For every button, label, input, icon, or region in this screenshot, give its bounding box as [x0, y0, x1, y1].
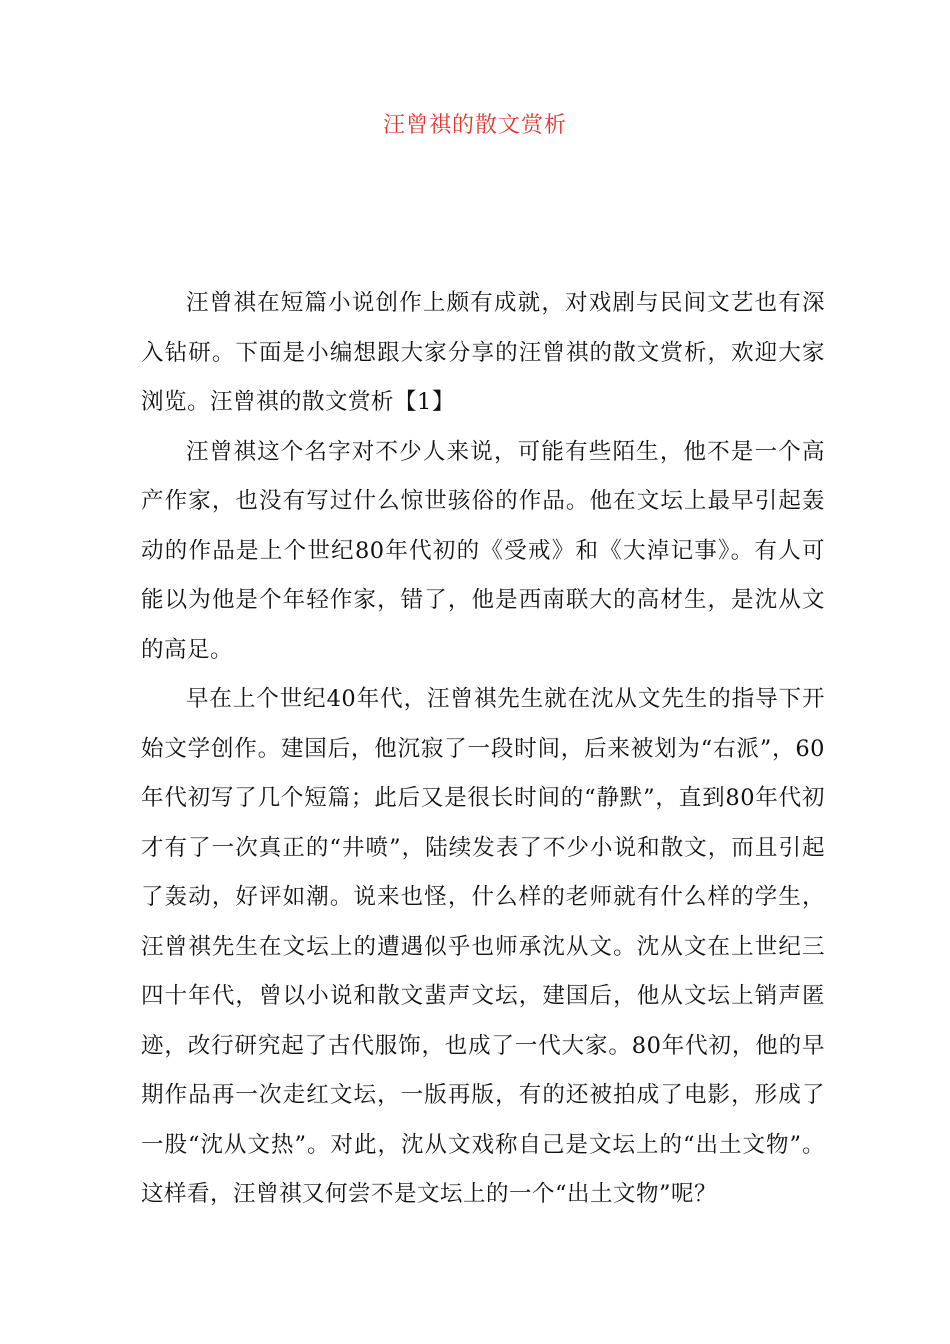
document-body [141, 279, 825, 1220]
document-title: 汪曾祺的散文赏析 [382, 113, 567, 138]
paragraph-intro: 汪曾祺在短篇小说创作上颇有成就，对戏剧与民间文艺也有深入钻研。下面是小编想跟大家分享的汪曾祺的散文赏析，欢迎大家浏览。汪曾祺的散文赏析【1】 [141, 290, 825, 415]
paragraph-literary-career: 早在上个世纪40年代，汪曾祺先生就在沈从文先生的指导下开始文学创作。建国后，他沉寂了一段时间，后来被划为“右派”，60年代初写了几个短篇；此后又是很长时间的“静默”，直到80年代初才有了一次真正的“井喷”，陆续发表了不少小说和散文，而且引起了轰动，好评如潮。说来也怪，什么样的老师就有什么样的学生，汪曾祺先生在文坛上的遭遇似乎也师承沈从文。沈从文在上世纪三四十年代，曾以小说和散文蜚声文坛，建国后，他从文坛上销声匿迹，改行研究起了古代服饰，也成了一代大家。80年代初，他的早期作品再一次走红文坛，一版再版，有的还被拍成了电影，形成了一股“沈从文热”。对此，沈从文戏称自己是文坛上的“出土文物”。这样看，汪曾祺又何尝不是文坛上的一个“出土文物”呢？ [141, 686, 825, 1207]
paragraph-introduction-of-author: 汪曾祺这个名字对不少人来说，可能有些陌生，他不是一个高产作家，也没有写过什么惊世骇俗的作品。他在文坛上最早引起轰动的作品是上个世纪80年代初的《受戒》和《大淖记事》。有人可能以为他是个年轻作家，错了，他是西南联大的高材生，是沈从文的高足。 [141, 438, 825, 663]
